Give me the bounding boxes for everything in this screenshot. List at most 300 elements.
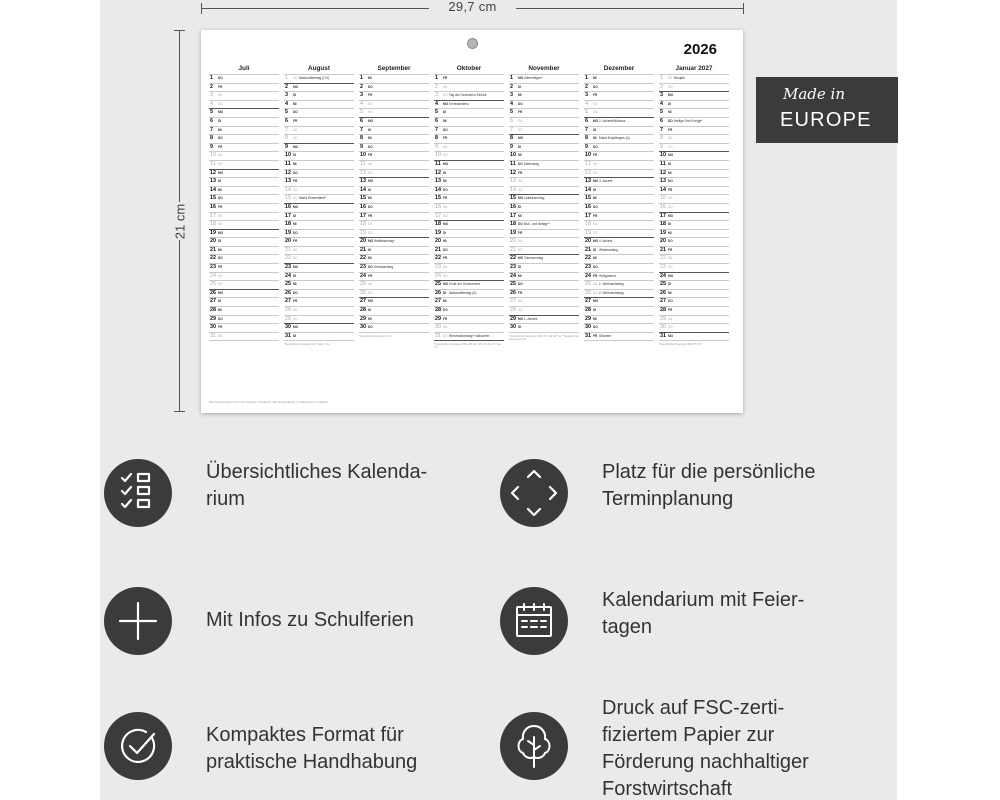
calendar-day-row — [209, 109, 279, 118]
calendar-day-row — [584, 247, 654, 256]
calendar-day-row — [659, 195, 729, 204]
calendar-day-row — [659, 230, 729, 239]
weekday-label: FR — [443, 256, 448, 261]
day-number: 21 — [510, 246, 516, 253]
calendar-day-row — [359, 101, 429, 110]
weekday-label: SA — [668, 256, 673, 261]
day-number: 27 — [360, 298, 366, 305]
calendar-day-row — [359, 316, 429, 325]
weekday-label: DI — [293, 153, 297, 158]
calendar-day-row — [209, 333, 279, 342]
calendar-day-row — [209, 187, 279, 196]
weekday-label: SO — [293, 136, 298, 141]
weekday-label: SA — [593, 282, 598, 287]
weekday-label: SA — [668, 316, 673, 321]
day-number: 6 — [285, 117, 288, 124]
day-number: 6 — [210, 117, 213, 124]
calendar-day-row — [659, 281, 729, 290]
day-number: 31 — [585, 332, 591, 339]
day-number: 25 — [285, 281, 291, 288]
calendar-day-row — [284, 213, 354, 222]
day-number: 1 — [585, 75, 588, 81]
weekday-label: FR — [518, 170, 523, 175]
weekday-label: MO — [443, 282, 449, 287]
calendar-day-row — [509, 221, 579, 230]
weekday-label: FR — [518, 110, 523, 115]
calendar-day-row — [584, 255, 654, 264]
weekday-label: FR — [293, 179, 298, 184]
day-number: 5 — [210, 109, 213, 116]
weekday-label: MO — [668, 213, 674, 218]
weekday-label: SA — [518, 118, 523, 123]
tree-leaf-icon — [500, 712, 568, 780]
calendar-day-row — [359, 290, 429, 299]
calendar-day-row — [584, 221, 654, 230]
day-number: 18 — [285, 221, 291, 228]
day-number: 14 — [510, 186, 516, 193]
weekday-label: MI — [518, 93, 522, 98]
weekday-label: SA — [293, 247, 298, 252]
day-number: 29 — [285, 315, 291, 322]
day-number: 18 — [435, 221, 441, 228]
day-number: 2 — [360, 83, 363, 90]
month-name: Dezember — [603, 65, 635, 72]
day-number: 28 — [585, 307, 591, 314]
weekday-label: DO — [368, 265, 373, 270]
weekday-label: FR — [593, 93, 598, 98]
day-number: 17 — [660, 212, 666, 219]
calendar-day-row — [509, 247, 579, 256]
calendar-day-row — [284, 255, 354, 264]
calendar-day-row — [209, 230, 279, 239]
calendar-day-row — [434, 247, 504, 256]
day-number: 16 — [360, 203, 366, 210]
day-number: 27 — [510, 298, 516, 305]
calendar-day-row — [284, 298, 354, 307]
calendar-day-row — [584, 290, 654, 299]
holiday-note: 1. Weihnachtstag — [599, 282, 624, 287]
calendar-day-row — [209, 195, 279, 204]
calendar-day-row — [284, 247, 354, 256]
calendar-day-row — [434, 281, 504, 290]
weekday-label: SO — [368, 230, 373, 235]
holiday-note: Reformationstag* Halloween — [449, 333, 490, 338]
calendar-day-row — [434, 75, 504, 84]
calendar-day-row — [659, 144, 729, 153]
calendar-day-row — [584, 298, 654, 307]
calendar-day-row — [284, 144, 354, 153]
day-number: 31 — [285, 332, 291, 339]
day-number: 11 — [510, 160, 516, 167]
weekday-label: DO — [593, 144, 598, 149]
day-number: 9 — [510, 143, 513, 150]
calendar-day-row — [209, 324, 279, 333]
weekday-label: SO — [218, 282, 223, 287]
holiday-note: Volkstrauertag — [524, 196, 545, 201]
weekday-label: FR — [368, 93, 373, 98]
calendar-day-row — [659, 204, 729, 213]
weekday-label: MO — [368, 118, 374, 123]
day-number: 18 — [660, 221, 666, 228]
weekday-label: SO — [593, 230, 598, 235]
weekday-label: MO — [593, 118, 599, 123]
calendar-day-row — [209, 298, 279, 307]
day-number: 15 — [210, 195, 216, 202]
weekday-label: SO — [218, 161, 223, 166]
day-number: 10 — [285, 152, 291, 159]
calendar-day-row — [434, 298, 504, 307]
calendar-day-row — [509, 75, 579, 84]
weekday-label: MI — [668, 110, 672, 115]
month-name: November — [528, 65, 560, 72]
weekday-label: MO — [368, 239, 374, 244]
day-number: 9 — [285, 143, 288, 150]
weekday-label: MO — [443, 222, 449, 227]
calendar-day-row — [659, 316, 729, 325]
checklist-icon — [104, 459, 172, 527]
weekday-label: SO — [443, 333, 448, 338]
day-number: 9 — [660, 143, 663, 150]
day-number: 22 — [660, 255, 666, 262]
day-number: 16 — [210, 203, 216, 210]
day-number: 18 — [360, 221, 366, 228]
day-number: 24 — [360, 272, 366, 279]
holiday-note: Erntedankfest — [449, 101, 469, 106]
weekday-label: MO — [218, 170, 224, 175]
calendar-day-row — [359, 247, 429, 256]
calendar-day-row — [509, 195, 579, 204]
day-number: 7 — [585, 126, 588, 133]
day-number: 13 — [210, 178, 216, 185]
weekday-label: MO — [668, 333, 674, 338]
weekday-label: SO — [218, 101, 223, 106]
day-number: 10 — [585, 152, 591, 159]
calendar-day-row — [209, 127, 279, 136]
day-number: 19 — [660, 229, 666, 236]
calendar-day-row — [284, 195, 354, 204]
month-column — [584, 64, 654, 341]
weekday-label: DI — [218, 299, 222, 304]
day-number: 21 — [660, 246, 666, 253]
day-number: 12 — [660, 169, 666, 176]
calendar-day-row — [434, 195, 504, 204]
feature-text: Kompaktes Format für praktische Handhabung — [206, 724, 418, 773]
calendar-day-row — [434, 290, 504, 299]
calendar-day-row — [209, 238, 279, 247]
weekday-label: DI — [293, 213, 297, 218]
day-number: 7 — [360, 126, 363, 133]
day-number: 24 — [210, 272, 216, 279]
calendar-day-row — [284, 135, 354, 144]
day-number: 2 — [435, 83, 438, 90]
calendar-day-row — [359, 298, 429, 307]
day-number: 3 — [285, 92, 288, 99]
weekday-label: SO — [293, 316, 298, 321]
month-footnote: *Gesetzlicher Feiertag in BW, BY, NW, RP, SL **Gesetzlicher Feiertag in SN — [509, 334, 579, 341]
calendar-day-row — [509, 316, 579, 325]
calendar-day-row — [284, 316, 354, 325]
weekday-label: FR — [218, 265, 223, 270]
month-footnote: *Gesetzlicher Feiertag in BY (teilw.), SL — [284, 343, 330, 347]
day-number: 20 — [435, 238, 441, 245]
weekday-label: FR — [593, 213, 598, 218]
hanging-hole — [467, 38, 478, 49]
day-number: 23 — [510, 264, 516, 271]
calendar-day-row — [659, 238, 729, 247]
made-in-europe-badge — [756, 77, 898, 143]
day-number: 4 — [660, 100, 663, 107]
day-number: 30 — [210, 324, 216, 331]
day-number: 13 — [360, 178, 366, 185]
calendar-day-row — [434, 178, 504, 187]
calendar-day-row — [359, 273, 429, 282]
calendar-day-row — [284, 187, 354, 196]
weekday-label: FR — [593, 153, 598, 158]
day-number: 29 — [360, 315, 366, 322]
calendar-day-row — [359, 178, 429, 187]
day-number: 12 — [435, 169, 441, 176]
feature-text: Kalendarium mit Feier- tagen — [602, 589, 805, 638]
calendar-day-row — [659, 273, 729, 282]
day-number: 28 — [435, 307, 441, 314]
day-number: 24 — [585, 272, 591, 279]
calendar-day-row — [359, 84, 429, 93]
calendar-day-row — [584, 238, 654, 247]
day-number: 13 — [285, 178, 291, 185]
weekday-label: DI — [518, 84, 522, 89]
weekday-label: DO — [593, 265, 598, 270]
height-label: 21 cm — [172, 203, 188, 240]
calendar-day-row — [434, 101, 504, 110]
weekday-label: SA — [368, 222, 373, 227]
day-number: 1 — [660, 75, 663, 81]
day-number: 8 — [435, 135, 438, 142]
calendar-day-row — [209, 170, 279, 179]
weekday-label: MO — [293, 204, 299, 209]
weekday-label: SO — [443, 93, 448, 98]
weekday-label: MI — [443, 118, 447, 123]
day-number: 17 — [510, 212, 516, 219]
day-number: 27 — [435, 298, 441, 305]
weekday-label: MO — [293, 144, 299, 149]
weekday-label: DI — [668, 282, 672, 287]
weekday-label: MI — [443, 299, 447, 304]
day-number: 6 — [660, 117, 663, 124]
weekday-label: MI — [593, 256, 597, 261]
month-column — [359, 64, 429, 338]
calendar-day-row — [659, 127, 729, 136]
weekday-label: MI — [593, 136, 597, 141]
calendar-day-row — [359, 92, 429, 101]
feature-fsc-paper — [500, 697, 890, 800]
day-number: 25 — [585, 281, 591, 288]
calendar-day-row — [659, 290, 729, 299]
height-tick-top — [174, 30, 185, 31]
calendar-day-row — [509, 204, 579, 213]
calendar-day-row — [509, 324, 579, 333]
month-column — [509, 64, 579, 341]
day-number: 4 — [360, 100, 363, 107]
calendar-day-row — [509, 255, 579, 264]
weekday-label: MO — [593, 179, 599, 184]
calendar-day-row — [284, 127, 354, 136]
weekday-label: DI — [593, 308, 597, 313]
day-number: 6 — [360, 117, 363, 124]
day-number: 7 — [435, 126, 438, 133]
weekday-label: FR — [368, 213, 373, 218]
weekday-label: SA — [293, 308, 298, 313]
day-number: 8 — [285, 135, 288, 142]
weekday-label: DO — [668, 299, 673, 304]
weekday-label: SA — [218, 213, 223, 218]
calendar-day-row — [509, 109, 579, 118]
calendar-day-row — [584, 118, 654, 127]
weekday-label: MO — [293, 265, 299, 270]
weekday-label: MI — [368, 196, 372, 201]
month-name: September — [377, 65, 411, 72]
calendar-day-row — [359, 307, 429, 316]
calendar-day-row — [284, 109, 354, 118]
day-number: 17 — [360, 212, 366, 219]
day-number: 15 — [285, 195, 291, 202]
calendar-day-row — [509, 127, 579, 136]
calendar-day-row — [284, 152, 354, 161]
calendar-day-row — [209, 204, 279, 213]
calendar-day-row — [584, 178, 654, 187]
weekday-label: DO — [668, 118, 673, 123]
month-name: Oktober — [456, 65, 482, 72]
calendar-day-row — [209, 273, 279, 282]
calendar-day-row — [584, 273, 654, 282]
calendar-day-row — [284, 333, 354, 342]
day-number: 10 — [360, 152, 366, 159]
day-number: 29 — [510, 315, 516, 322]
day-number: 2 — [660, 83, 663, 90]
calendar-day-row — [359, 221, 429, 230]
weekday-label: MO — [368, 299, 374, 304]
width-dimension — [201, 0, 744, 16]
weekday-label: FR — [443, 136, 448, 141]
day-number: 6 — [585, 117, 588, 124]
weekday-label: MO — [293, 84, 299, 89]
weekday-label: MO — [443, 161, 449, 166]
day-number: 12 — [585, 169, 591, 176]
day-number: 8 — [660, 135, 663, 142]
calendar-day-row — [434, 324, 504, 333]
day-number: 1 — [285, 75, 288, 81]
weekday-label: DO — [218, 256, 223, 261]
calendar-day-row — [209, 307, 279, 316]
calendar-day-row — [359, 75, 429, 84]
calendar-day-row — [359, 127, 429, 136]
calendar-day-row — [284, 264, 354, 273]
calendar-day-row — [584, 75, 654, 84]
day-number: 13 — [585, 178, 591, 185]
weekday-label: DO — [368, 325, 373, 330]
weekday-label: FR — [443, 76, 448, 80]
expand-arrows-icon — [500, 459, 568, 527]
day-number: 30 — [585, 324, 591, 331]
weekday-label: SA — [668, 76, 673, 80]
day-number: 7 — [510, 126, 513, 133]
weekday-label: DO — [218, 316, 223, 321]
calendar-day-row — [359, 144, 429, 153]
day-number: 18 — [585, 221, 591, 228]
calendar-day-row — [509, 118, 579, 127]
calendar-day-row — [284, 221, 354, 230]
day-number: 22 — [285, 255, 291, 262]
holiday-note: Heiligabend — [599, 273, 616, 278]
day-number: 18 — [510, 221, 516, 228]
calendar-day-row — [659, 170, 729, 179]
calendar-day-row — [284, 290, 354, 299]
weekday-label: SA — [518, 299, 523, 304]
day-number: 24 — [660, 272, 666, 279]
weekday-label: FR — [443, 196, 448, 201]
height-line-bottom — [179, 240, 180, 412]
calendar-day-row — [209, 135, 279, 144]
calendar-day-row — [659, 84, 729, 93]
weekday-label: MO — [218, 290, 224, 295]
weekday-label: MO — [593, 299, 599, 304]
weekday-label: DI — [443, 170, 447, 175]
calendar-day-row — [509, 92, 579, 101]
calendar-day-row — [434, 333, 504, 342]
day-number: 11 — [435, 160, 441, 167]
calendar-day-row — [434, 144, 504, 153]
weekday-label: DO — [593, 204, 598, 209]
day-number: 19 — [585, 229, 591, 236]
weekday-label: SO — [368, 170, 373, 175]
day-number: 5 — [435, 109, 438, 116]
weekday-label: FR — [668, 247, 673, 252]
day-number: 7 — [285, 126, 288, 133]
weekday-label: SO — [443, 213, 448, 218]
weekday-label: SO — [218, 222, 223, 227]
day-number: 29 — [585, 315, 591, 322]
holiday-note: 1. Advent — [524, 316, 538, 321]
month-footnote: *Gesetzlicher Feiertag in BB, HB, HH, MV, NI, SN, ST, SH, TH — [434, 343, 502, 350]
day-number: 1 — [435, 75, 438, 81]
holiday-note: Mariä Himmelfahrt* — [299, 196, 327, 201]
weekday-label: MO — [668, 93, 674, 98]
weekday-label: DI — [593, 187, 597, 192]
day-number: 22 — [210, 255, 216, 262]
feature-school-holidays — [104, 587, 494, 679]
calendar-day-row — [284, 75, 354, 84]
weekday-label: SO — [668, 144, 673, 149]
day-number: 11 — [585, 160, 591, 167]
holiday-note: Neujahr — [674, 76, 686, 80]
day-number: 29 — [435, 315, 441, 322]
weekday-label: DO — [443, 127, 448, 132]
weekday-label: SO — [668, 265, 673, 270]
calendar-day-row — [359, 255, 429, 264]
calendar-day-row — [509, 152, 579, 161]
weekday-label: SO — [518, 127, 523, 132]
weekday-label: SO — [668, 204, 673, 209]
day-number: 11 — [360, 160, 366, 167]
day-number: 21 — [285, 246, 291, 253]
weekday-label: DO — [218, 196, 223, 201]
day-number: 2 — [210, 83, 213, 90]
day-number: 31 — [435, 332, 441, 339]
weekday-label: SO — [293, 256, 298, 261]
weekday-label: MO — [518, 256, 524, 261]
holiday-note: Herbstanfang — [374, 265, 394, 270]
calendar-day-row — [434, 221, 504, 230]
weekday-label: FR — [368, 153, 373, 158]
